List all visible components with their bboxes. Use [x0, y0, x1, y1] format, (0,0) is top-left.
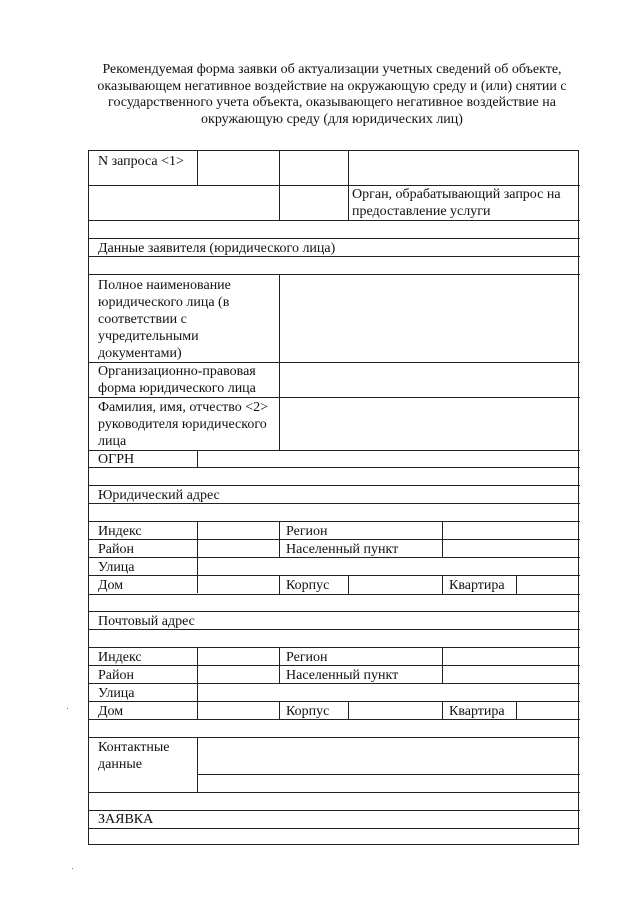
legal-building-label: Корпус	[286, 578, 330, 593]
applicant-section-header: Данные заявителя (юридического лица)	[98, 241, 336, 256]
legal-index-label: Индекс	[98, 524, 142, 539]
postal-house-label: Дом	[98, 704, 124, 719]
request-section-header: ЗАЯВКА	[98, 812, 154, 827]
postal-district-label: Район	[98, 668, 134, 683]
head-name-label: Фамилия, имя, отчество <2> руководителя юридического лица	[98, 400, 269, 449]
ogrn-label: ОГРН	[98, 452, 135, 467]
legal-apartment-label: Квартира	[449, 578, 505, 593]
legal-locality-label: Населенный пункт	[286, 542, 399, 557]
contacts-label: Контактные данные	[98, 740, 170, 772]
postal-building-label: Корпус	[286, 704, 330, 719]
scan-speck	[72, 868, 73, 869]
legal-house-label: Дом	[98, 578, 124, 593]
document-title: Рекомендуемая форма заявки об актуализации учетных сведений об объекте, оказывающем негативное воздействие на окружающую среду и (или) снятии с государственного учета объекта, оказывающего негативное воздействие на окружающую среду (для юридических лиц)	[97, 62, 567, 127]
postal-apartment-label: Квартира	[449, 704, 505, 719]
postal-region-label: Регион	[286, 650, 328, 665]
postal-locality-label: Населенный пункт	[286, 668, 399, 683]
postal-index-label: Индекс	[98, 650, 142, 665]
legal-address-header: Юридический адрес	[98, 488, 220, 503]
legal-street-label: Улица	[98, 560, 135, 575]
legal-district-label: Район	[98, 542, 134, 557]
request-number-label: N запроса <1>	[98, 154, 184, 169]
postal-street-label: Улица	[98, 686, 135, 701]
full-name-label: Полное наименование юридического лица (в соответствии с учредительными документами)	[98, 278, 231, 361]
processing-organ-label: Орган, обрабатывающий запрос на предоставление услуги	[352, 187, 561, 219]
scan-speck	[67, 708, 68, 709]
postal-address-header: Почтовый адрес	[98, 614, 195, 629]
org-form-label: Организационно-правовая форма юридического лица	[98, 364, 256, 396]
legal-region-label: Регион	[286, 524, 328, 539]
application-form-table	[88, 150, 579, 845]
